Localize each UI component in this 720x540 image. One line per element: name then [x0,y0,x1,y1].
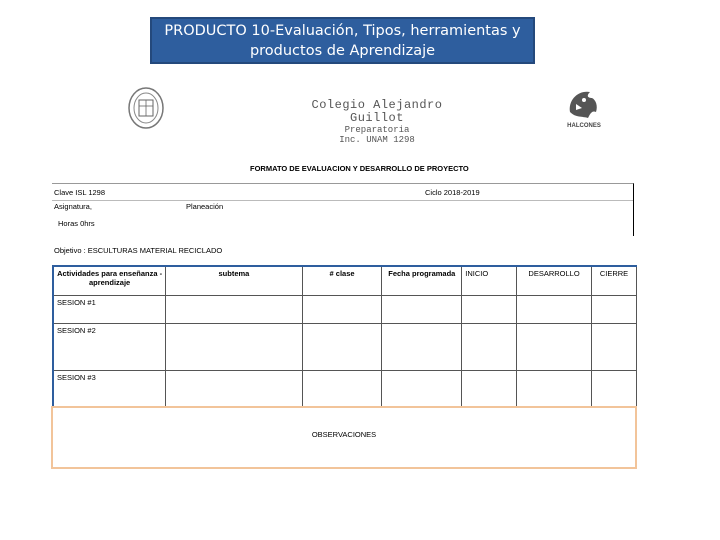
table-cell [382,371,462,407]
ciclo-label: Ciclo 2018-2019 [425,188,480,197]
header-desarrollo: DESARROLLO [517,266,592,296]
slide-title-line2: productos de Aprendizaje [249,43,436,59]
table-cell [462,324,517,371]
table-cell [166,371,303,407]
falcon-logo-icon [562,86,606,130]
table-cell [517,371,592,407]
school-sub1: Preparatoria [344,125,410,135]
table-cell [592,324,637,371]
table-header-row [53,266,637,296]
school-name: Colegio Alejandro Guillot [311,98,443,125]
info-divider [52,200,633,201]
table-row [53,371,637,407]
header-inicio: INICIO [462,266,517,296]
info-box [52,183,634,236]
table-cell [462,371,517,407]
evaluation-table [52,265,637,407]
session-label: SESION #3 [53,371,166,407]
planeacion-label: Planeación [186,202,224,211]
form-title: FORMATO DE EVALUACION Y DESARROLLO DE PROYECTO [250,164,469,173]
clave-label: Clave ISL 1298 [54,188,106,197]
school-sub2: Inc. UNAM 1298 [339,135,415,145]
table-cell [592,296,637,324]
slide-title-line1: PRODUCTO 10-Evaluación, Tipos, herramientas y [164,23,521,39]
table-cell [166,324,303,371]
table-cell [382,296,462,324]
table-cell [592,371,637,407]
table-cell [382,324,462,371]
table-cell [462,296,517,324]
table-cell [517,296,592,324]
observaciones-label: OBSERVACIONES [311,430,377,439]
header-clase: # clase [302,266,382,296]
table-cell [302,324,382,371]
table-cell [302,296,382,324]
header-actividades: Actividades para enseñanza -aprendizaje [53,266,166,296]
table-cell [517,324,592,371]
table-row [53,296,637,324]
slide-title [150,17,535,64]
session-label: SESION #2 [53,324,166,371]
table-cell [166,296,303,324]
header-cierre: CIERRE [592,266,637,296]
asignatura-label: Asignatura, [54,202,92,211]
school-header [292,99,462,145]
table-row [53,324,637,371]
header-subtema: subtema [166,266,303,296]
header-fecha: Fecha programada [382,266,462,296]
school-seal-icon [127,86,165,130]
session-label: SESION #1 [53,296,166,324]
table-cell [302,371,382,407]
falcon-logo-text: HALCONES [567,123,601,129]
horas-label: Horas 0hrs [58,219,95,228]
objetivo-label: Objetivo : ESCULTURAS MATERIAL RECICLADO [54,246,223,255]
observaciones-box [51,406,637,469]
